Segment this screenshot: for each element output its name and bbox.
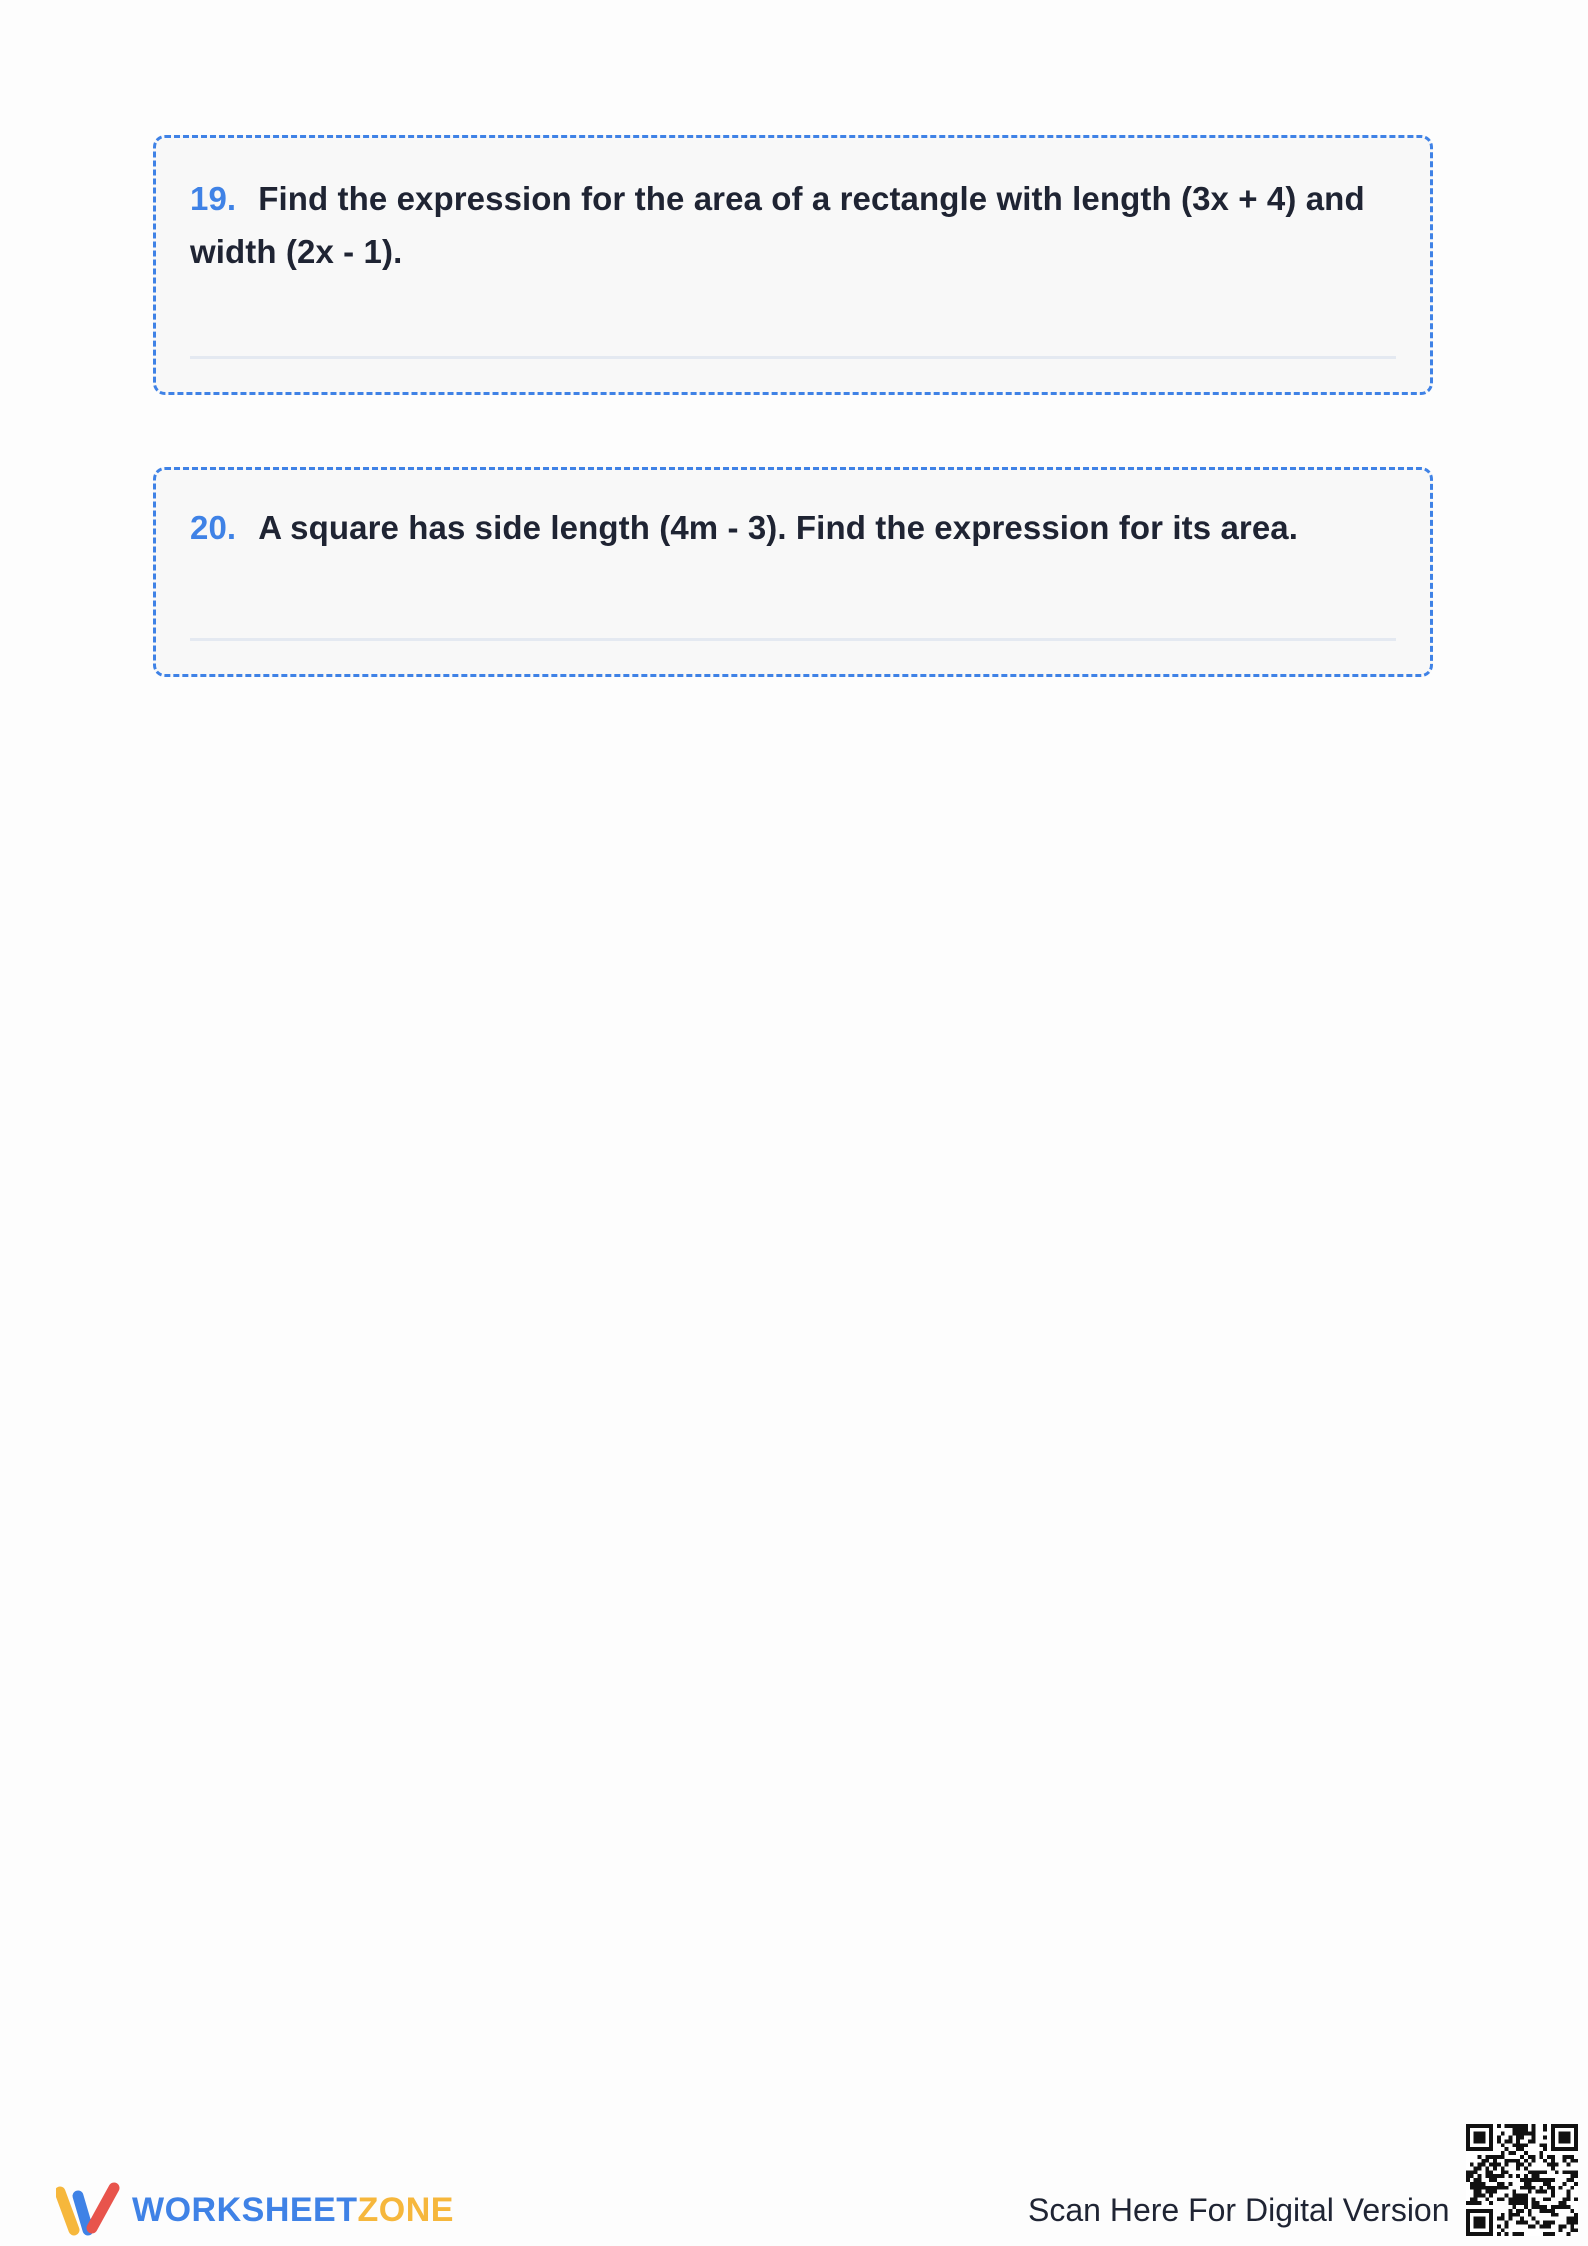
worksheetzone-logo[interactable] <box>56 2180 454 2240</box>
question-prompt: A square has side length (4m - 3). Find the expression for its area. <box>258 509 1299 546</box>
answer-line[interactable] <box>190 356 1396 359</box>
brand-name-part1: WORKSHEET <box>132 2190 358 2229</box>
question-number: 19. <box>190 180 237 217</box>
question-text <box>190 138 1396 278</box>
question-number: 20. <box>190 509 237 546</box>
brand-name-part2: ZONE <box>357 2190 454 2229</box>
brand-name <box>132 2191 454 2230</box>
question-card-19 <box>153 135 1433 395</box>
question-card-20 <box>153 467 1433 677</box>
qr-code-icon[interactable] <box>1466 2124 1578 2236</box>
question-text <box>190 470 1396 554</box>
scan-caption: Scan Here For Digital Version <box>1028 2192 1450 2228</box>
logo-w-icon <box>56 2180 120 2240</box>
question-prompt: Find the expression for the area of a rectangle with length (3x + 4) and width (2x - 1). <box>190 180 1365 270</box>
answer-line[interactable] <box>190 638 1396 641</box>
